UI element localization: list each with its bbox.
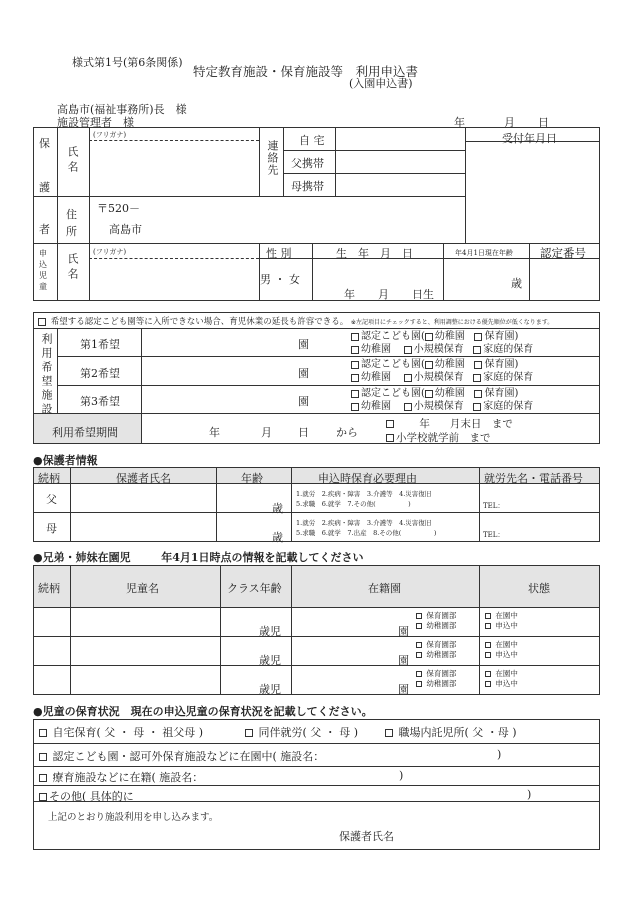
address-city: 高島市 [109, 223, 142, 236]
gi-row-mother-age: 歳 [272, 531, 283, 544]
gi-header-reason: 申込時保育必要理由 [318, 472, 417, 485]
care-home[interactable]: 自宅保育( 父 ・ 母 ・ 祖父母 ) [39, 724, 203, 740]
sib-header-class: クラス年齢 [227, 582, 282, 595]
sex-header: 性 別 [266, 247, 292, 260]
wish-2-en: 園 [298, 367, 309, 380]
form-number: 様式第1号(第6条関係) [72, 56, 183, 69]
addressee-mayor: 高島市(福祉事務所)長 様 [57, 103, 187, 116]
birth-header: 生 年 月 日 [336, 247, 413, 260]
sib-row-2-age: 歳児 [259, 654, 281, 667]
gi-row-father-reason[interactable]: 1.就労 2.疾病・障害 3.介護等 4.災害復旧 5.求職 6.就学 7.その他( ) [296, 490, 432, 508]
phone-home-field[interactable] [336, 128, 464, 149]
wish-note-small: ※左記項目にチェックすると、利用調整における優先順位が低くなります。 [350, 319, 554, 326]
birth-month: 月 [378, 288, 389, 301]
gi-header-age: 年齢 [241, 472, 263, 485]
wish-3-label: 第3希望 [80, 395, 120, 408]
care-enrolled-close: ) [497, 748, 502, 761]
wish-1-label: 第1希望 [80, 338, 120, 351]
gi-row-father-tel: TEL： [483, 502, 505, 510]
child-name-field[interactable] [90, 259, 258, 299]
wish-1-en: 園 [298, 338, 309, 351]
form-title: 特定教育施設・保育施設等 利用申込書 [193, 64, 419, 79]
sib-row-2-en: 園 [398, 654, 409, 667]
gi-header-name: 保護者氏名 [116, 472, 171, 485]
declaration: 上記のとおり施設利用を申し込みます。 [48, 812, 219, 823]
sib-row-2-status[interactable]: 在園中 申込中 [485, 640, 518, 660]
guardian-name-label: 氏名 [66, 146, 79, 176]
address-label-2: 所 [66, 225, 77, 238]
period-school-option[interactable]: 小学校就学前 まで [386, 430, 491, 445]
sib-header-school: 在籍園 [368, 582, 401, 595]
wish-3-options[interactable]: 認定こども園( 幼稚園 保育園) 幼稚園 小規模保育 家庭的保育 [351, 387, 533, 413]
phone-father-field[interactable] [336, 151, 464, 172]
period-end-option[interactable]: 年 月末日 まで [386, 416, 513, 431]
wish-side-label: 利用希望施設 [40, 333, 53, 417]
sib-header-status: 状態 [528, 582, 550, 595]
guardian-label-sha: 者 [39, 223, 50, 236]
age-unit: 歳 [511, 277, 522, 290]
period-from: から [336, 426, 358, 439]
sib-row-1-age: 歳児 [259, 625, 281, 638]
period-end-checkbox[interactable] [386, 420, 394, 428]
wish-1-options[interactable]: 認定こども園( 幼稚園 保育園) 幼稚園 小規模保育 家庭的保育 [351, 330, 533, 356]
care-therapy[interactable]: 療育施設などに在籍( 施設名： [39, 769, 203, 785]
phone-mother-label: 母携帯 [291, 180, 324, 193]
sib-row-3-status[interactable]: 在園中 申込中 [485, 669, 518, 689]
sib-row-3-section[interactable]: 保育園部 幼稚園部 [416, 669, 456, 689]
sib-header-name: 児童名 [126, 582, 159, 595]
child-label: 申込児童 [39, 249, 47, 291]
period-from-month: 月 [261, 426, 272, 439]
birth-day: 日生 [412, 288, 434, 301]
phone-mother-field[interactable] [336, 174, 464, 195]
wish-2-options[interactable]: 認定こども園( 幼稚園 保育園) 幼稚園 小規模保育 家庭的保育 [351, 358, 533, 384]
period-from-day: 日 [298, 426, 309, 439]
cert-header: 認定番号 [540, 246, 586, 260]
sib-row-3-en: 園 [398, 683, 409, 696]
gi-row-father-rel: 父 [46, 493, 57, 506]
siblings-heading: ●兄弟・姉妹在園児 年4月1日時点の情報を記載してください [33, 551, 364, 564]
guardian-furigana-label: (フリガナ) [93, 131, 127, 139]
address-label-1: 住 [66, 208, 77, 221]
received-date-label: 受付年月日 [502, 132, 557, 145]
date-day: 日 [538, 116, 549, 129]
period-from-year: 年 [209, 426, 220, 439]
wish-note-text: 希望する認定こども園等に入所できない場合、育児休業の延長も許容できる。 [50, 317, 349, 327]
form-subtitle: (入園申込書) [349, 77, 413, 90]
signature-field[interactable] [400, 822, 590, 844]
child-name-label: 氏名 [66, 253, 79, 283]
sib-row-3-age: 歳児 [259, 683, 281, 696]
guardian-name-field[interactable] [90, 141, 258, 195]
care-companion-work[interactable]: 同伴就労( 父 ・ 母 ) [245, 724, 358, 740]
care-other[interactable]: その他( 具体的に [39, 788, 134, 804]
wish-3-en: 園 [298, 395, 309, 408]
wish-note-checkbox[interactable] [38, 318, 46, 326]
contact-label: 連絡先 [266, 140, 279, 176]
gi-header-rel: 続柄 [38, 472, 60, 485]
date-year: 年 [454, 116, 465, 129]
care-therapy-close: ) [399, 769, 404, 782]
sib-row-1-status[interactable]: 在園中 申込中 [485, 611, 518, 631]
phone-home-label: 自 宅 [299, 134, 325, 147]
signature-label: 保護者氏名 [339, 830, 394, 843]
sib-row-1-en: 園 [398, 625, 409, 638]
postal-code: 〒520－ [97, 202, 140, 215]
wish-note[interactable] [38, 315, 553, 327]
gi-row-mother-rel: 母 [46, 522, 57, 535]
guardian-label-go: 護 [39, 181, 50, 194]
period-label: 利用希望期間 [52, 426, 118, 439]
gi-row-mother-reason[interactable]: 1.就労 2.疾病・障害 3.介護等 4.災害復旧 5.求職 6.就学 7.出産 8.その他( ) [296, 519, 437, 537]
guardian-label-ho: 保 [39, 137, 50, 150]
sex-options[interactable]: 男 ・ 女 [260, 273, 300, 286]
gi-row-father-age: 歳 [272, 502, 283, 515]
age-header: 年4月1日現在年齢 [455, 249, 513, 257]
care-enrolled[interactable]: 認定こども園・認可外保育施設などに在園中( 施設名： [39, 748, 324, 764]
addressee-facility: 施設管理者 様 [57, 116, 134, 129]
gi-header-work: 就労先名・電話番号 [484, 472, 583, 485]
gi-row-mother-tel: TEL： [483, 531, 505, 539]
sib-header-rel: 続柄 [38, 582, 60, 595]
date-month: 月 [504, 116, 515, 129]
cert-number-field[interactable] [530, 259, 598, 299]
received-date-field[interactable] [466, 142, 599, 242]
care-workplace-nursery[interactable]: 職場内託児所( 父 ・母 ) [385, 724, 517, 740]
care-other-close: ) [527, 788, 532, 801]
guardian-info-heading: ●保護者情報 [33, 454, 98, 467]
sib-row-1-section[interactable]: 保育園部 幼稚園部 [416, 611, 456, 631]
care-heading: ●児童の保育状況 現在の申込児童の保育状況を記載してください。 [33, 705, 373, 718]
phone-father-label: 父携帯 [291, 157, 324, 170]
sib-row-2-section[interactable]: 保育園部 幼稚園部 [416, 640, 456, 660]
wish-2-label: 第2希望 [80, 367, 120, 380]
child-furigana-label: (フリガナ) [93, 248, 127, 256]
period-school-checkbox[interactable] [386, 434, 394, 442]
birth-year: 年 [344, 288, 355, 301]
